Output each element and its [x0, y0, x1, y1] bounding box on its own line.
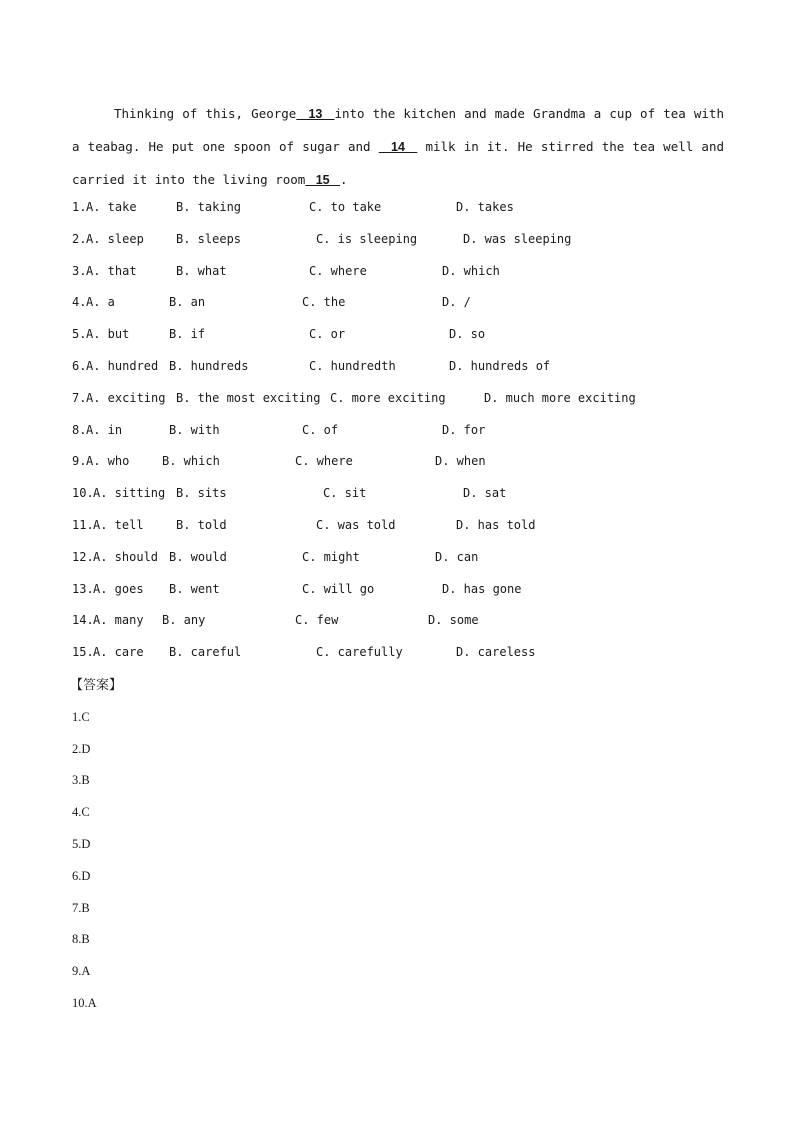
option-a: A. who	[86, 454, 130, 469]
option-a: A. should	[93, 549, 159, 564]
question-number: 14.	[72, 613, 94, 628]
option-a: A. that	[86, 263, 137, 278]
answer-item: 2.D	[72, 741, 91, 756]
option-a: A. in	[86, 422, 123, 437]
option-c: C. where	[309, 263, 367, 278]
option-a: A. exciting	[86, 390, 166, 405]
option-a: A. take	[86, 200, 137, 214]
question-number: 4.	[72, 295, 87, 310]
answer-item: 4.C	[72, 805, 90, 820]
question-number: 6.	[72, 358, 87, 373]
option-b: B. would	[169, 549, 227, 564]
option-c: C. more exciting	[330, 390, 446, 405]
option-b: B. hundreds	[169, 358, 249, 373]
option-c: C. carefully	[316, 645, 403, 660]
question-number: 1.	[72, 200, 87, 214]
answer-item: 7.B	[72, 900, 90, 915]
option-c: C. where	[295, 454, 353, 469]
answer-item: 3.B	[72, 773, 90, 788]
blank-14: 14	[378, 139, 418, 154]
option-b: B. with	[169, 422, 220, 437]
option-a: A. goes	[93, 581, 144, 596]
question-number: 11.	[72, 517, 94, 532]
question-row	[72, 224, 752, 256]
passage-text-1: Thinking of this, George	[114, 106, 297, 121]
answer-heading: 【答案】	[70, 678, 123, 693]
question-row	[72, 192, 752, 224]
option-d: D. sat	[463, 486, 507, 501]
option-b: B. if	[169, 327, 206, 342]
answer-section	[72, 670, 372, 1020]
option-c: C. or	[309, 327, 346, 342]
option-c: C. of	[302, 422, 339, 437]
question-number: 13.	[72, 581, 94, 596]
answer-item: 5.D	[72, 836, 91, 851]
option-b: B. any	[162, 613, 206, 628]
answer-item: 1.C	[72, 709, 90, 724]
option-d: D. when	[435, 454, 486, 469]
option-b: B. told	[176, 517, 227, 532]
option-d: D. for	[442, 422, 486, 437]
question-row	[72, 446, 752, 478]
option-d: D. which	[442, 263, 500, 278]
option-c: C. hundredth	[309, 358, 396, 373]
option-a: A. tell	[93, 517, 144, 532]
question-row	[72, 287, 752, 319]
blank-13: 13	[296, 107, 335, 121]
option-d: D. much more exciting	[484, 390, 636, 405]
answer-item: 10.A	[72, 995, 97, 1010]
option-d: D. hundreds of	[449, 358, 551, 373]
option-d: D. has gone	[442, 581, 522, 596]
option-c: C. is sleeping	[316, 231, 418, 246]
answer-item: 8.B	[72, 932, 90, 947]
question-row	[72, 351, 752, 383]
question-number: 9.	[72, 454, 87, 469]
option-c: C. to take	[309, 200, 382, 214]
option-d: D. takes	[456, 200, 514, 214]
option-d: D. can	[435, 549, 479, 564]
blank-15: 15	[305, 172, 341, 187]
question-number: 10.	[72, 486, 94, 501]
question-number: 5.	[72, 327, 87, 342]
option-b: B. what	[176, 263, 227, 278]
option-b: B. sits	[176, 486, 227, 501]
question-row	[72, 256, 752, 288]
question-number: 15.	[72, 645, 94, 660]
question-row	[72, 510, 752, 542]
option-a: A. sleep	[86, 231, 144, 246]
question-row	[72, 605, 752, 637]
option-d: D. so	[449, 327, 486, 342]
option-d: D. has told	[456, 517, 536, 532]
cloze-passage	[72, 98, 724, 196]
option-c: C. few	[295, 613, 339, 628]
question-row	[72, 637, 752, 669]
option-b: B. which	[162, 454, 220, 469]
question-row	[72, 574, 752, 606]
option-d: D. some	[428, 613, 479, 628]
passage-text-4: .	[340, 171, 348, 187]
option-b: B. the most exciting	[176, 390, 321, 405]
passage-text-2: into the kitchen and made Grandma a cup of tea with a teabag. He put one spoon of sugar and	[72, 106, 724, 154]
passage-paragraph	[72, 98, 724, 196]
question-number: 7.	[72, 390, 87, 405]
option-a: A. hundred	[86, 358, 159, 373]
option-d: D. /	[442, 295, 471, 310]
answer-item: 9.A	[72, 964, 91, 979]
question-row	[72, 415, 752, 447]
question-number: 12.	[72, 549, 94, 564]
question-row	[72, 542, 752, 574]
option-b: B. went	[169, 581, 220, 596]
option-a: A. a	[86, 295, 115, 310]
question-number: 8.	[72, 422, 87, 437]
question-list	[72, 192, 752, 669]
answer-item: 6.D	[72, 868, 91, 883]
option-a: A. but	[86, 327, 130, 342]
question-row	[72, 319, 752, 351]
question-row	[72, 383, 752, 415]
option-a: A. sitting	[93, 486, 166, 501]
option-b: B. taking	[176, 200, 242, 214]
option-b: B. careful	[169, 645, 242, 660]
option-c: C. will go	[302, 581, 375, 596]
question-number: 3.	[72, 263, 87, 278]
option-c: C. the	[302, 295, 346, 310]
option-c: C. was told	[316, 517, 396, 532]
question-number: 2.	[72, 231, 87, 246]
option-a: A. many	[93, 613, 144, 628]
option-b: B. sleeps	[176, 231, 242, 246]
option-b: B. an	[169, 295, 206, 310]
passage-text-3: milk in it. He stirred the tea well and carried it into the living room	[72, 138, 725, 187]
option-c: C. sit	[323, 486, 367, 501]
option-a: A. care	[93, 645, 144, 660]
option-d: D. careless	[456, 645, 536, 660]
option-c: C. might	[302, 549, 360, 564]
question-row	[72, 478, 752, 510]
option-d: D. was sleeping	[463, 231, 572, 246]
